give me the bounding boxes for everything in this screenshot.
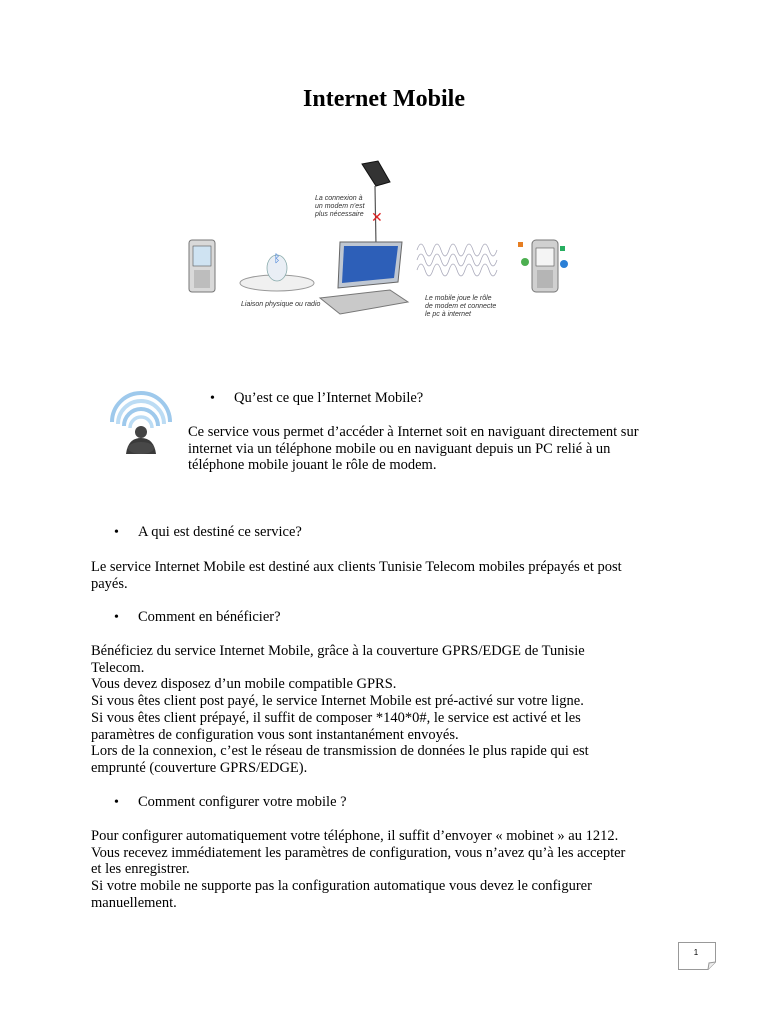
text-line: Telecom. bbox=[91, 659, 145, 676]
paragraph-q3 bbox=[91, 643, 589, 777]
text-line: payés. bbox=[91, 575, 128, 592]
heading-q1: • Qu’est ce que l’Internet Mobile? bbox=[210, 390, 423, 407]
heading-q2: • A qui est destiné ce service? bbox=[114, 524, 302, 541]
heading-q3: • Comment en bénéficier? bbox=[114, 609, 281, 626]
page-number: 1 bbox=[693, 948, 699, 957]
bullet-q2 bbox=[114, 524, 302, 541]
text-line: téléphone mobile jouant le rôle de modem. bbox=[188, 457, 437, 474]
caption-modem: La connexion à un modem n'est plus nécessaire bbox=[315, 195, 365, 218]
bullet-q3 bbox=[114, 609, 281, 626]
caption-link: Liaison physique ou radio bbox=[241, 301, 321, 308]
bluetooth-icon bbox=[240, 252, 314, 291]
bullet-q1 bbox=[210, 390, 423, 407]
connection-diagram bbox=[180, 150, 580, 340]
text-line: emprunté (couverture GPRS/EDGE). bbox=[91, 759, 308, 776]
text-line: et les enregistrer. bbox=[91, 861, 190, 878]
text-line: Le service Internet Mobile est destiné aux clients Tunisie Telecom mobiles prépayés et post bbox=[91, 559, 622, 575]
paragraph-q2 bbox=[91, 559, 622, 592]
antenna-signal-icon bbox=[104, 388, 178, 460]
svg-text:✕: ✕ bbox=[371, 210, 383, 226]
page-title: Internet Mobile bbox=[303, 86, 465, 112]
text-line: Lors de la connexion, c’est le réseau de transmission de données le plus rapide qui est bbox=[91, 743, 589, 760]
page-number-box bbox=[678, 942, 714, 968]
laptop-icon bbox=[320, 242, 408, 314]
phone-right-icon bbox=[518, 240, 568, 292]
paragraph-q4 bbox=[91, 828, 625, 912]
text-line: Vous devez disposez d’un mobile compatible GPRS. bbox=[91, 676, 397, 693]
caption-phone: Le mobile joue le rôle de modem et connecte le pc à internet bbox=[425, 295, 497, 318]
text-line: Si votre mobile ne supporte pas la configuration automatique vous devez le configurer bbox=[91, 878, 592, 895]
text-line: Si vous êtes client prépayé, il suffit de composer *140*0#, le service est activé et les bbox=[91, 709, 581, 726]
text-line: Bénéficiez du service Internet Mobile, grâce à la couverture GPRS/EDGE de Tunisie bbox=[91, 643, 585, 659]
text-line: manuellement. bbox=[91, 894, 177, 911]
text-line: Si vous êtes client post payé, le service Internet Mobile est pré-activé sur votre ligne. bbox=[91, 693, 584, 710]
bullet-q4 bbox=[114, 794, 347, 811]
text-line: internet via un téléphone mobile ou en naviguant depuis un PC relié à un bbox=[188, 440, 611, 457]
heading-q4: • Comment configurer votre mobile ? bbox=[114, 794, 347, 811]
text-line: paramètres de configuration vous sont instantanément envoyés. bbox=[91, 726, 459, 743]
text-line: Vous recevez immédiatement les paramètres de configuration, vous n’avez qu’à les accepter bbox=[91, 844, 626, 861]
text-line: Ce service vous permet d’accéder à Internet soit en naviguant directement sur bbox=[188, 424, 639, 440]
paragraph-q1 bbox=[188, 424, 639, 474]
phone-left-icon bbox=[189, 240, 215, 292]
svg-text:ᛒ: ᛒ bbox=[273, 252, 281, 265]
text-line: Pour configurer automatiquement votre téléphone, il suffit d’envoyer « mobinet » au 1212. bbox=[91, 828, 619, 844]
radio-waves-icon bbox=[417, 244, 497, 276]
